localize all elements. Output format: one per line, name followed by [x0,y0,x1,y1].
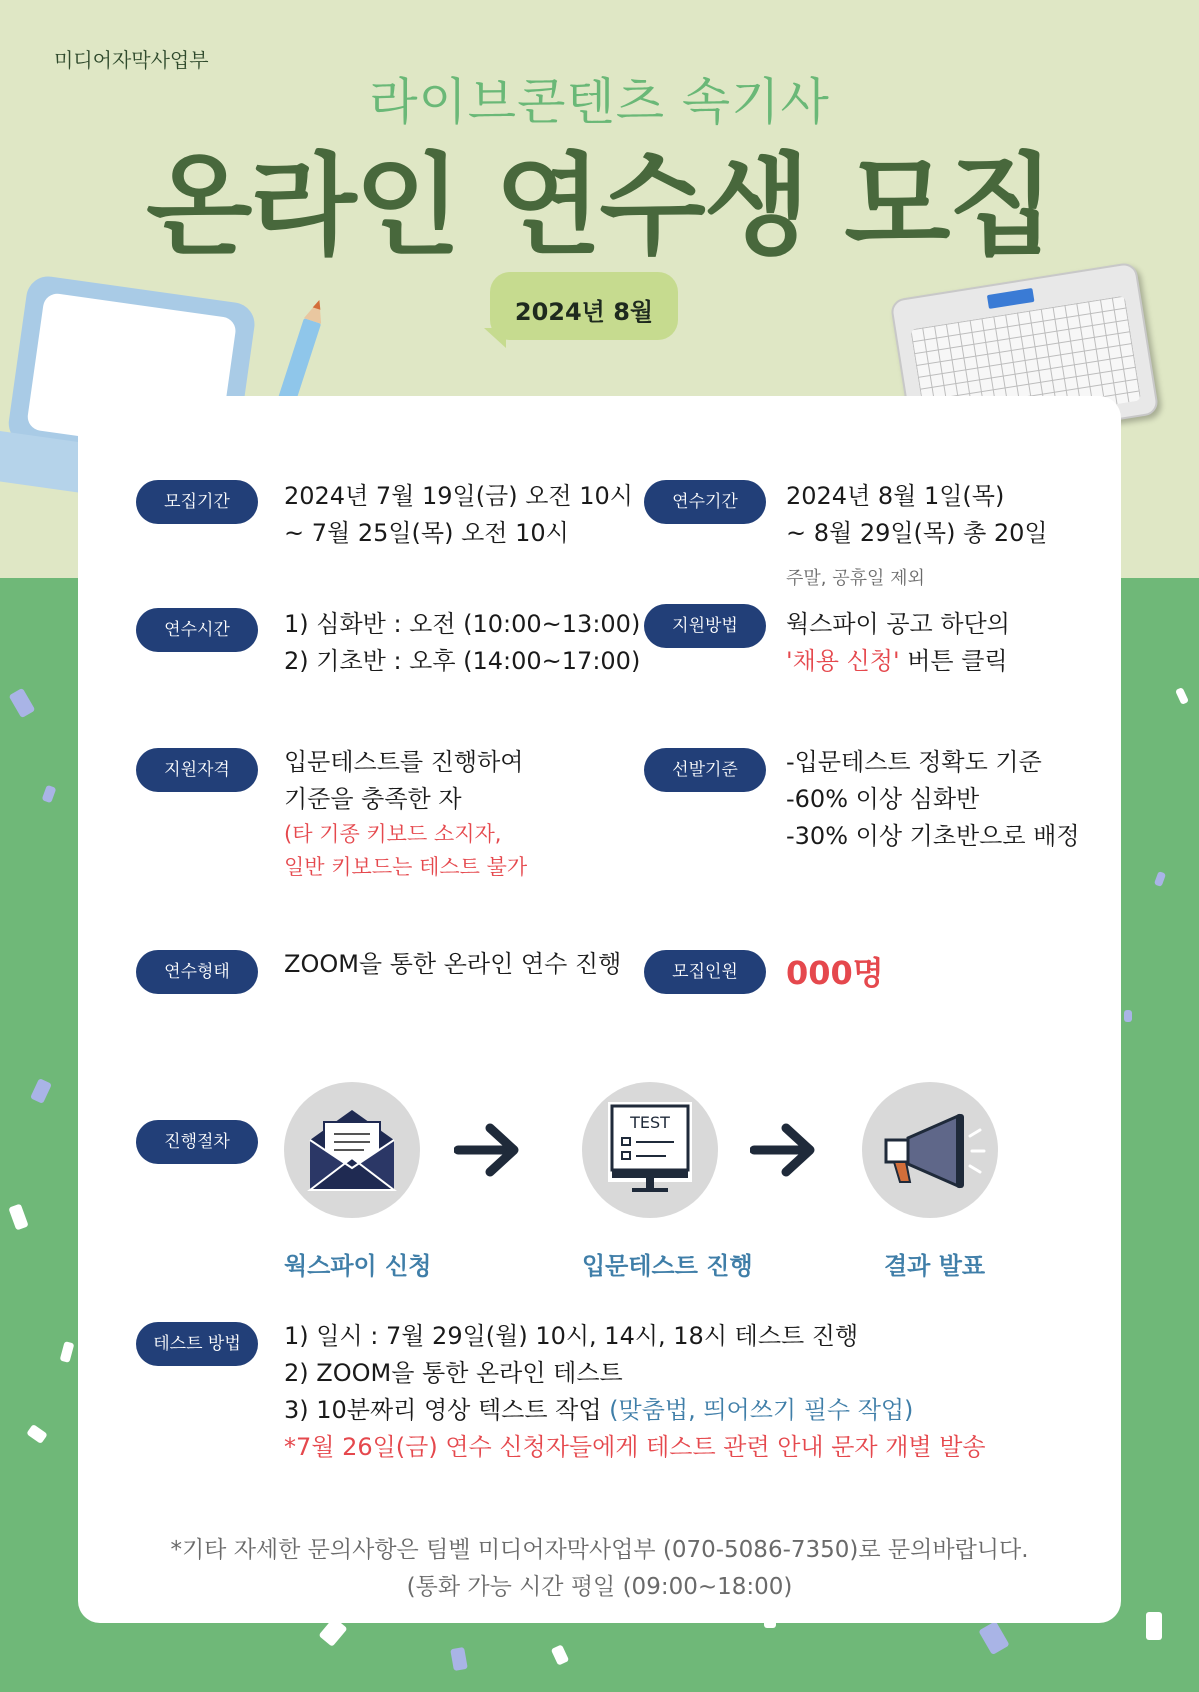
step-test-label: 입문테스트 진행 [582,1252,753,1280]
process-pill: 진행절차 [136,1120,258,1164]
date-speech-bubble [490,272,678,340]
selection-pill: 선발기준 [644,748,766,792]
training-period-note: 주말, 공휴일 제외 [786,568,925,589]
confetti [1146,1612,1162,1640]
training-form-pill: 연수형태 [136,950,258,994]
training-time-value: 1) 심화반 : 오전 (10:00~13:00) 2) 기초반 : 오후 (14:00~17:00) [284,610,641,675]
test-method-pill: 테스트 방법 [136,1322,258,1366]
training-form-value: ZOOM을 통한 온라인 연수 진행 [284,950,622,978]
poster-title: 온라인 연수생 모집 [146,142,1053,270]
step-result-circle [862,1082,998,1218]
step-apply-circle [284,1082,420,1218]
apply-button-highlight: '채용 신청' [786,647,900,675]
test-notice: *7월 26일(금) 연수 신청자들에게 테스트 관련 안내 문자 개별 발송 [284,1433,986,1461]
confetti [1124,1010,1132,1022]
test-monitor-icon [582,1082,718,1218]
apply-method-pill: 지원방법 [644,604,766,648]
step-test-circle [582,1082,718,1218]
recruit-period-value: 2024년 7월 19일(금) 오전 10시 ~ 7월 25일(목) 오전 10시 [284,482,633,547]
qualification-value: 입문테스트를 진행하여 기준을 충족한 자 (타 기종 키보드 소지자, 일반 키보드는 테스트 불가 [284,744,527,884]
department-label: 미디어자막사업부 [54,48,209,72]
poster-subtitle: 라이브콘텐츠 속기사 [369,73,830,131]
recruit-period-pill: 모집기간 [136,480,258,524]
headcount-value: 000명 [786,954,884,992]
content-card [78,396,1121,1623]
keyboard-display [987,288,1035,309]
test-method-value: 1) 일시 : 7월 29일(월) 10시, 14시, 18시 테스트 진행 2) ZOOM을 통한 온라인 테스트 3) 10분짜리 영상 텍스트 작업 (맞춤법, 띄어쓰기 필수 작업) *7월 26일(금) 연수 신청자들에게 테스트 관련 안내 문자 개별 발송 [284,1318,986,1466]
arrow-right-icon [454,1120,524,1180]
qualification-note: (타 기종 키보드 소지자, 일반 키보드는 테스트 불가 [284,822,528,879]
training-period-value: 2024년 8월 1일(목) ~ 8월 29일(목) 총 20일 [786,482,1048,547]
footer-contact: *기타 자세한 문의사항은 팀벨 미디어자막사업부 (070-5086-7350)로 문의바랍니다. (통화 가능 시간 평일 (09:00~18:00) [170,1537,1029,1600]
apply-method-value: 웍스파이 공고 하단의 '채용 신청' 버튼 클릭 [786,610,1010,675]
training-time-pill: 연수시간 [136,608,258,652]
arrow-right-icon [750,1120,820,1180]
megaphone-icon [862,1082,998,1218]
step-apply-label: 웍스파이 신청 [284,1252,432,1280]
envelope-icon [284,1082,420,1218]
svg-text:TEST: TEST [630,1113,670,1132]
selection-value: -입문테스트 정확도 기준 -60% 이상 심화반 -30% 이상 기초반으로 배정 [786,748,1080,850]
step-result-label: 결과 발표 [884,1252,986,1280]
date-label: 2024년 8월 [514,298,654,326]
qualification-pill: 지원자격 [136,748,258,792]
test-method-highlight: (맞춤법, 띄어쓰기 필수 작업) [609,1396,914,1424]
training-period-pill: 연수기간 [644,480,766,524]
headcount-pill: 모집인원 [644,950,766,994]
